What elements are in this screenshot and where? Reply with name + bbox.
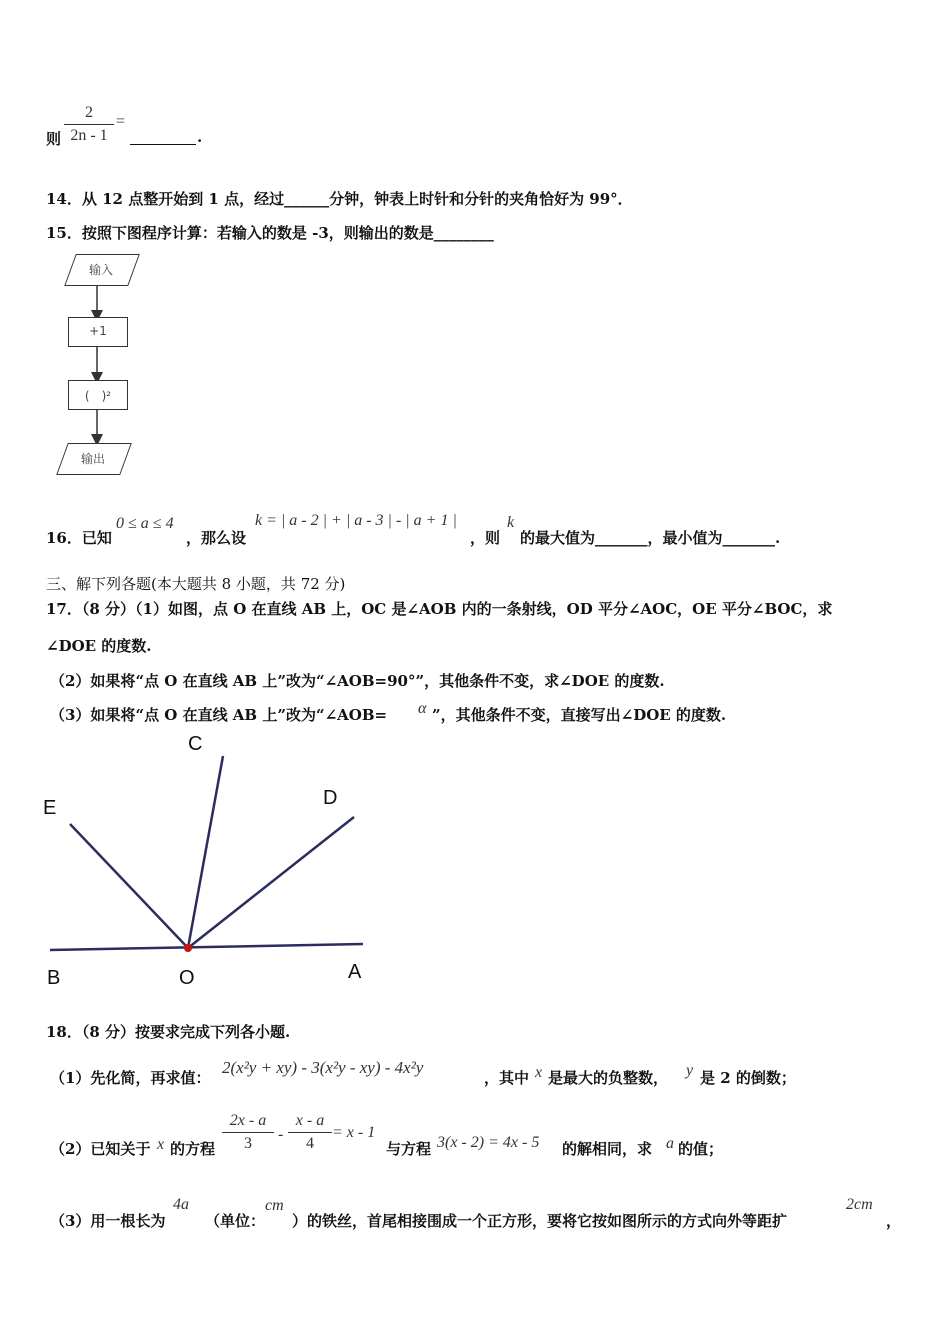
top-equals: =	[116, 113, 126, 130]
q18-p2-f2-num: x - a	[295, 1112, 325, 1129]
q18-p2-minus: -	[278, 1126, 284, 1143]
q18-p1-a: （1）先化简，再求值：	[50, 1069, 211, 1087]
q18-p2-f2-den: 4	[306, 1135, 314, 1152]
q18-p2-d: 的解相同，求	[562, 1140, 653, 1158]
q18-p3-c: ）的铁丝，首尾相接围成一个正方形，要将它按如图所示的方式向外等距扩	[292, 1212, 788, 1230]
q18-p2-f1-num: 2x - a	[229, 1112, 267, 1129]
ray-oe	[70, 824, 188, 948]
q18-p2-a-var: a	[666, 1135, 674, 1152]
q18-title: 18．（8 分）按要求完成下列各小题.	[46, 1023, 291, 1041]
q16-mid: ，那么设	[186, 529, 247, 547]
section-3-heading: 三、解下列各题(本大题共 8 小题，共 72 分)	[46, 575, 346, 593]
q16-k: k	[507, 514, 515, 531]
question-15: 15．按照下图程序计算：若输入的数是 -3，则输出的数是________	[46, 224, 494, 242]
q16-then: ，则	[470, 529, 501, 547]
q18-p2-x: x	[157, 1136, 165, 1153]
label-a: A	[348, 961, 362, 983]
q18-p1-b: ，其中	[484, 1069, 530, 1087]
flowchart-input-label: 输入	[88, 263, 113, 277]
label-d: D	[323, 787, 338, 809]
q17-line4-b: ”，其他条件不变，直接写出∠DOE 的度数.	[432, 706, 727, 724]
top-answer-blank	[130, 128, 196, 145]
q18-p3-d: ，	[886, 1212, 902, 1230]
top-fraction-denominator: 2n - 1	[70, 127, 108, 144]
q18-p3-length: 4a	[173, 1196, 189, 1213]
question-14: 14．从 12 点整开始到 1 点，经过______分钟，钟表上时针和分针的夹角恰好为 99°．	[46, 190, 633, 208]
q18-p2-eq2: 3(x - 2) = 4x - 5	[437, 1134, 540, 1151]
label-e: E	[43, 797, 57, 819]
top-prefix: 则	[46, 130, 62, 148]
line-ab	[50, 944, 363, 950]
q18-p2-a: （2）已知关于	[50, 1140, 151, 1158]
flowchart-step1-label: +1	[89, 324, 107, 338]
q16-prefix: 16．已知	[46, 529, 112, 547]
label-o: O	[179, 967, 195, 989]
q18-p1-expression: 2(x²y + xy) - 3(x²y - xy) - 4x²y	[222, 1058, 424, 1077]
q18-p3-distance: 2cm	[846, 1196, 873, 1213]
ray-od	[188, 817, 354, 948]
q18-p1-d: 是 2 的倒数；	[700, 1069, 796, 1087]
label-b: B	[47, 967, 61, 989]
q18-p2-e: 的值；	[678, 1140, 724, 1158]
q18-p2-b: 的方程	[170, 1140, 216, 1158]
q18-p2-c: 与方程	[386, 1140, 432, 1158]
top-end: .	[197, 128, 203, 146]
ray-oc	[188, 756, 223, 948]
q16-tail: 的最大值为_______，最小值为_______.	[520, 529, 781, 547]
q16-expression: k = | a - 2 | + | a - 3 | - | a + 1 |	[255, 512, 457, 529]
q17-line4-a: （3）如果将“点 O 在直线 AB 上”改为“∠AOB=	[50, 706, 388, 724]
flowchart-step2-box	[68, 380, 128, 410]
q18-p1-c: 是最大的负整数，	[548, 1069, 669, 1087]
q18-p2-fraction-2	[288, 1112, 332, 1153]
q17-line2: ∠DOE 的度数.	[46, 637, 152, 655]
top-fraction-numerator: 2	[85, 104, 93, 121]
q17-line1: 17．（8 分）（1）如图，点 O 在直线 AB 上，OC 是∠AOB 内的一条射线，OD 平分∠AOC，OE 平分∠BOC，求	[46, 600, 833, 618]
flowchart-output-label: 输出	[80, 452, 105, 466]
flowchart-step1-box	[68, 317, 128, 347]
label-c: C	[188, 733, 203, 755]
q18-p2-f1-den: 3	[244, 1135, 252, 1152]
q16-condition: 0 ≤ a ≤ 4	[116, 515, 174, 532]
q18-p3-b: （单位：	[205, 1212, 266, 1230]
q17-alpha: α	[418, 700, 427, 717]
q18-p3-unit: cm	[265, 1197, 284, 1214]
q18-p1-x: x	[535, 1064, 543, 1081]
q18-p2-fraction-1	[222, 1112, 274, 1153]
flowchart-step2-label: ( )²	[84, 389, 112, 403]
q18-p2-rhs: = x - 1	[332, 1124, 376, 1141]
angle-figure	[40, 728, 380, 998]
q17-line3: （2）如果将“点 O 在直线 AB 上”改为“∠AOB=90°”，其他条件不变，求∠DOE 的度数.	[50, 672, 665, 690]
q18-p3-a: （3）用一根长为	[50, 1212, 166, 1230]
top-fraction	[64, 104, 114, 145]
q18-p1-y: y	[686, 1062, 694, 1079]
point-o	[184, 944, 192, 952]
